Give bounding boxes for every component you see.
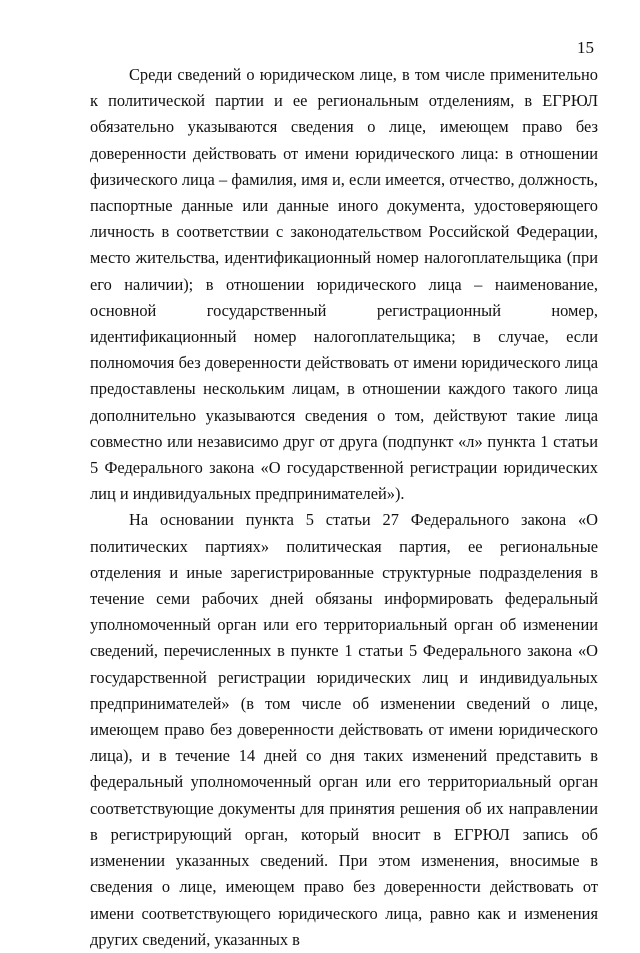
paragraph-egrul-info: Среди сведений о юридическом лице, в том числе применительно к политической партии и ее региональным отделениям, в ЕГРЮЛ обязательно указываются сведения о лице, имеющем право без доверенности действовать от имени юридического лица: в отношении физического лица – фамилия, имя и, если имеется, отчество, должность, паспортные данные или данные иного документа, удостоверяющего личность в соответствии с законодательством Российской Федерации, место жительства, идентификационный номер налогоплательщика (при его наличии); в отношении юридического лица – наименование, основной государственный регистрационный номер, идентификационный номер налогоплательщика; в случае, если полномочия без доверенности действовать от имени юридического лица предоставлены нескольким лицам, в отношении каждого такого лица дополнительно указываются сведения о том, действуют такие лица совместно или независимо друг от друга (подпункт «л» пункта 1 статьи 5 Федерального закона «О государственной регистрации юридических лиц и индивидуальных предпринимателей»).	[90, 65, 598, 504]
paragraph-party-obligations: На основании пункта 5 статьи 27 Федерального закона «О политических партиях» политическая партия, ее региональные отделения и иные зарегистрированные структурные подразделения в течение семи рабочих дней обязаны информировать федеральный уполномоченный орган или его территориальный орган об изменении сведений, перечисленных в пункте 1 статьи 5 Федерального закона «О государственной регистрации юридических лиц и индивидуальных предпринимателей» (в том числе об изменении сведений о лице, имеющем право без доверенности действовать от имени юридического лица), и в течение 14 дней со дня таких изменений представить в федеральный уполномоченный орган или его территориальный орган соответствующие документы для принятия решения об их направлении в регистрирующий орган, который вносит в ЕГРЮЛ запись об изменении указанных сведений. При этом изменения, вносимые в сведения о лице, имеющем право без доверенности действовать от имени соответствующего юридического лица, равно как и изменения других сведений, указанных в	[90, 510, 598, 949]
document-body	[90, 62, 598, 953]
page-number: 15	[577, 38, 594, 57]
